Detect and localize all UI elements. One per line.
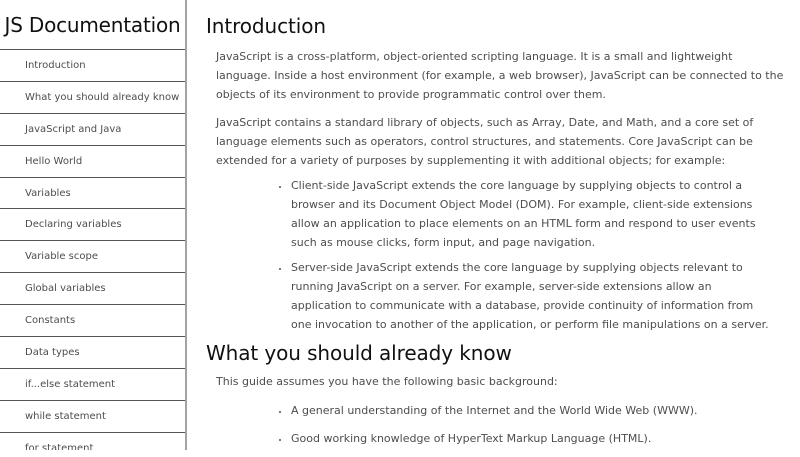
nav-link-data-types[interactable]: Data types (0, 337, 185, 369)
nav-link-for-statement[interactable]: for statement (0, 433, 185, 450)
main-content (206, 0, 800, 457)
nav-list (0, 50, 185, 450)
nav-link-variable-scope[interactable]: Variable scope (0, 241, 185, 273)
bullet-list (206, 401, 775, 448)
nav-link-if-else-statement[interactable]: if...else statement (0, 369, 185, 401)
section-heading: Introduction (206, 14, 326, 38)
sidebar-nav (0, 0, 187, 450)
paragraph: This guide assumes you have the following basic background: (216, 375, 558, 388)
list-item: • Server-side JavaScript extends the core language by supplying objects relevant to running JavaScript on a server. For example, server-side extensions allow an application to communicate with a database, provide continuity of information from one invocation to another of the application, or perform file manipulations on a server. (290, 258, 775, 334)
paragraph: JavaScript contains a standard library of objects, such as Array, Date, and Math, and a core set of language elements such as operators, control structures, and statements. Core JavaScript can be extended for a variety of purposes by supplementing it with additional objects; for example: (216, 116, 754, 167)
nav-link-global-variables[interactable]: Global variables (0, 273, 185, 305)
list-item: • Client-side JavaScript extends the core language by supplying objects to control a browser and its Document Object Model (DOM). For example, client-side extensions allow an application to place elements on an HTML form and respond to user events such as mouse clicks, form input, and page navigation. (290, 176, 775, 252)
paragraph: JavaScript is a cross-platform, object-oriented scripting language. It is a small and lightweight language. Inside a host environment (for example, a web browser), JavaScript can be connected to the objects of its environment to provide programmatic control over them. (216, 50, 784, 101)
section-what-you-should-already-know (206, 340, 800, 448)
nav-link-while-statement[interactable]: while statement (0, 401, 185, 433)
nav-link-constants[interactable]: Constants (0, 305, 185, 337)
nav-link-javascript-and-java[interactable]: JavaScript and Java (0, 114, 185, 146)
nav-link-introduction[interactable]: Introduction (0, 50, 185, 82)
section-introduction (206, 13, 800, 334)
list-item: • A general understanding of the Internet and the World Wide Web (WWW). (290, 401, 775, 420)
nav-link-hello-world[interactable]: Hello World (0, 146, 185, 178)
sidebar-title: JS Documentation (0, 0, 185, 50)
bullet-list (206, 176, 775, 334)
nav-link-what-you-should-already-know[interactable]: What you should already know (0, 82, 185, 114)
list-item: • Good working knowledge of HyperText Markup Language (HTML). (290, 429, 775, 448)
nav-link-declaring-variables[interactable]: Declaring variables (0, 209, 185, 241)
nav-link-variables[interactable]: Variables (0, 178, 185, 210)
section-heading: What you should already know (206, 341, 512, 365)
